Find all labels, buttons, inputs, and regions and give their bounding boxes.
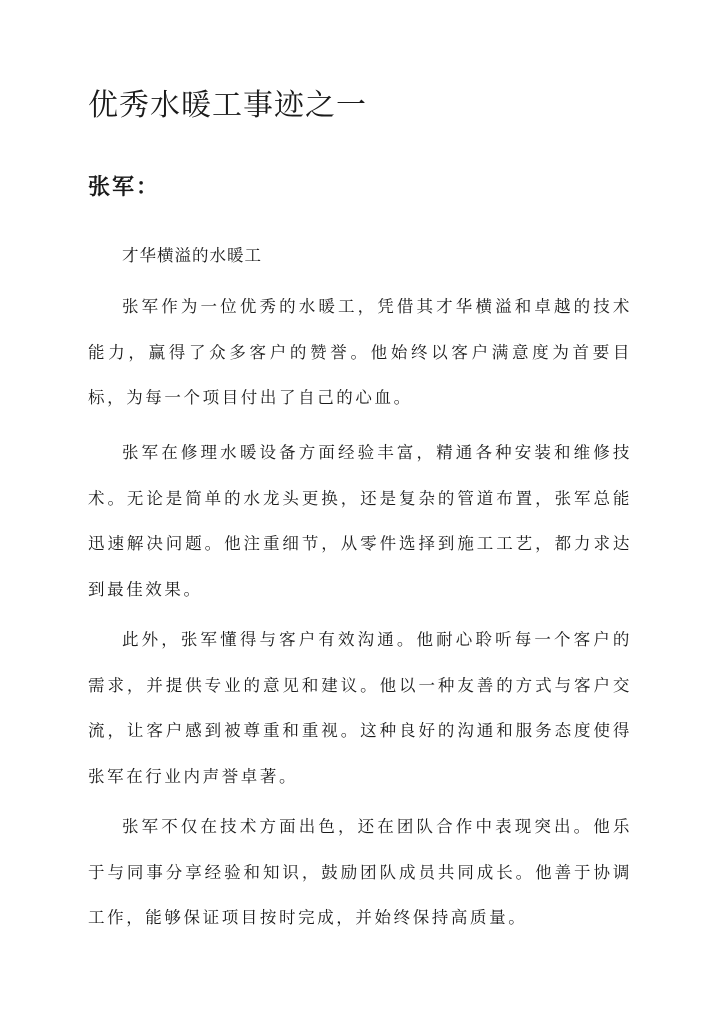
paragraph-heading: 才华横溢的水暖工 bbox=[122, 246, 262, 265]
paragraph: 张军作为一位优秀的水暖工，凭借其才华横溢和卓越的技术能力，赢得了众多客户的赞誉。他始终以客户满意度为首要目标，为每一个项目付出了自己的心血。 bbox=[88, 297, 632, 407]
document-title: 优秀水暖工事迹之一 bbox=[88, 88, 367, 123]
document-subtitle: 张军： bbox=[88, 174, 161, 200]
paragraph: 张军在修理水暖设备方面经验丰富，精通各种安装和维修技术。无论是简单的水龙头更换，还是复杂的管道布置，张军总能迅速解决问题。他注重细节，从零件选择到施工工艺，都力求达到最佳效果。 bbox=[88, 443, 632, 599]
paragraph: 张军不仅在技术方面出色，还在团队合作中表现突出。他乐于与同事分享经验和知识，鼓励团队成员共同成长。他善于协调工作，能够保证项目按时完成，并始终保持高质量。 bbox=[88, 817, 632, 927]
paragraph: 此外，张军懂得与客户有效沟通。他耐心聆听每一个客户的需求，并提供专业的意见和建议。他以一种友善的方式与客户交流，让客户感到被尊重和重视。这种良好的沟通和服务态度使得张军在行业内声誉卓著。 bbox=[88, 630, 632, 786]
